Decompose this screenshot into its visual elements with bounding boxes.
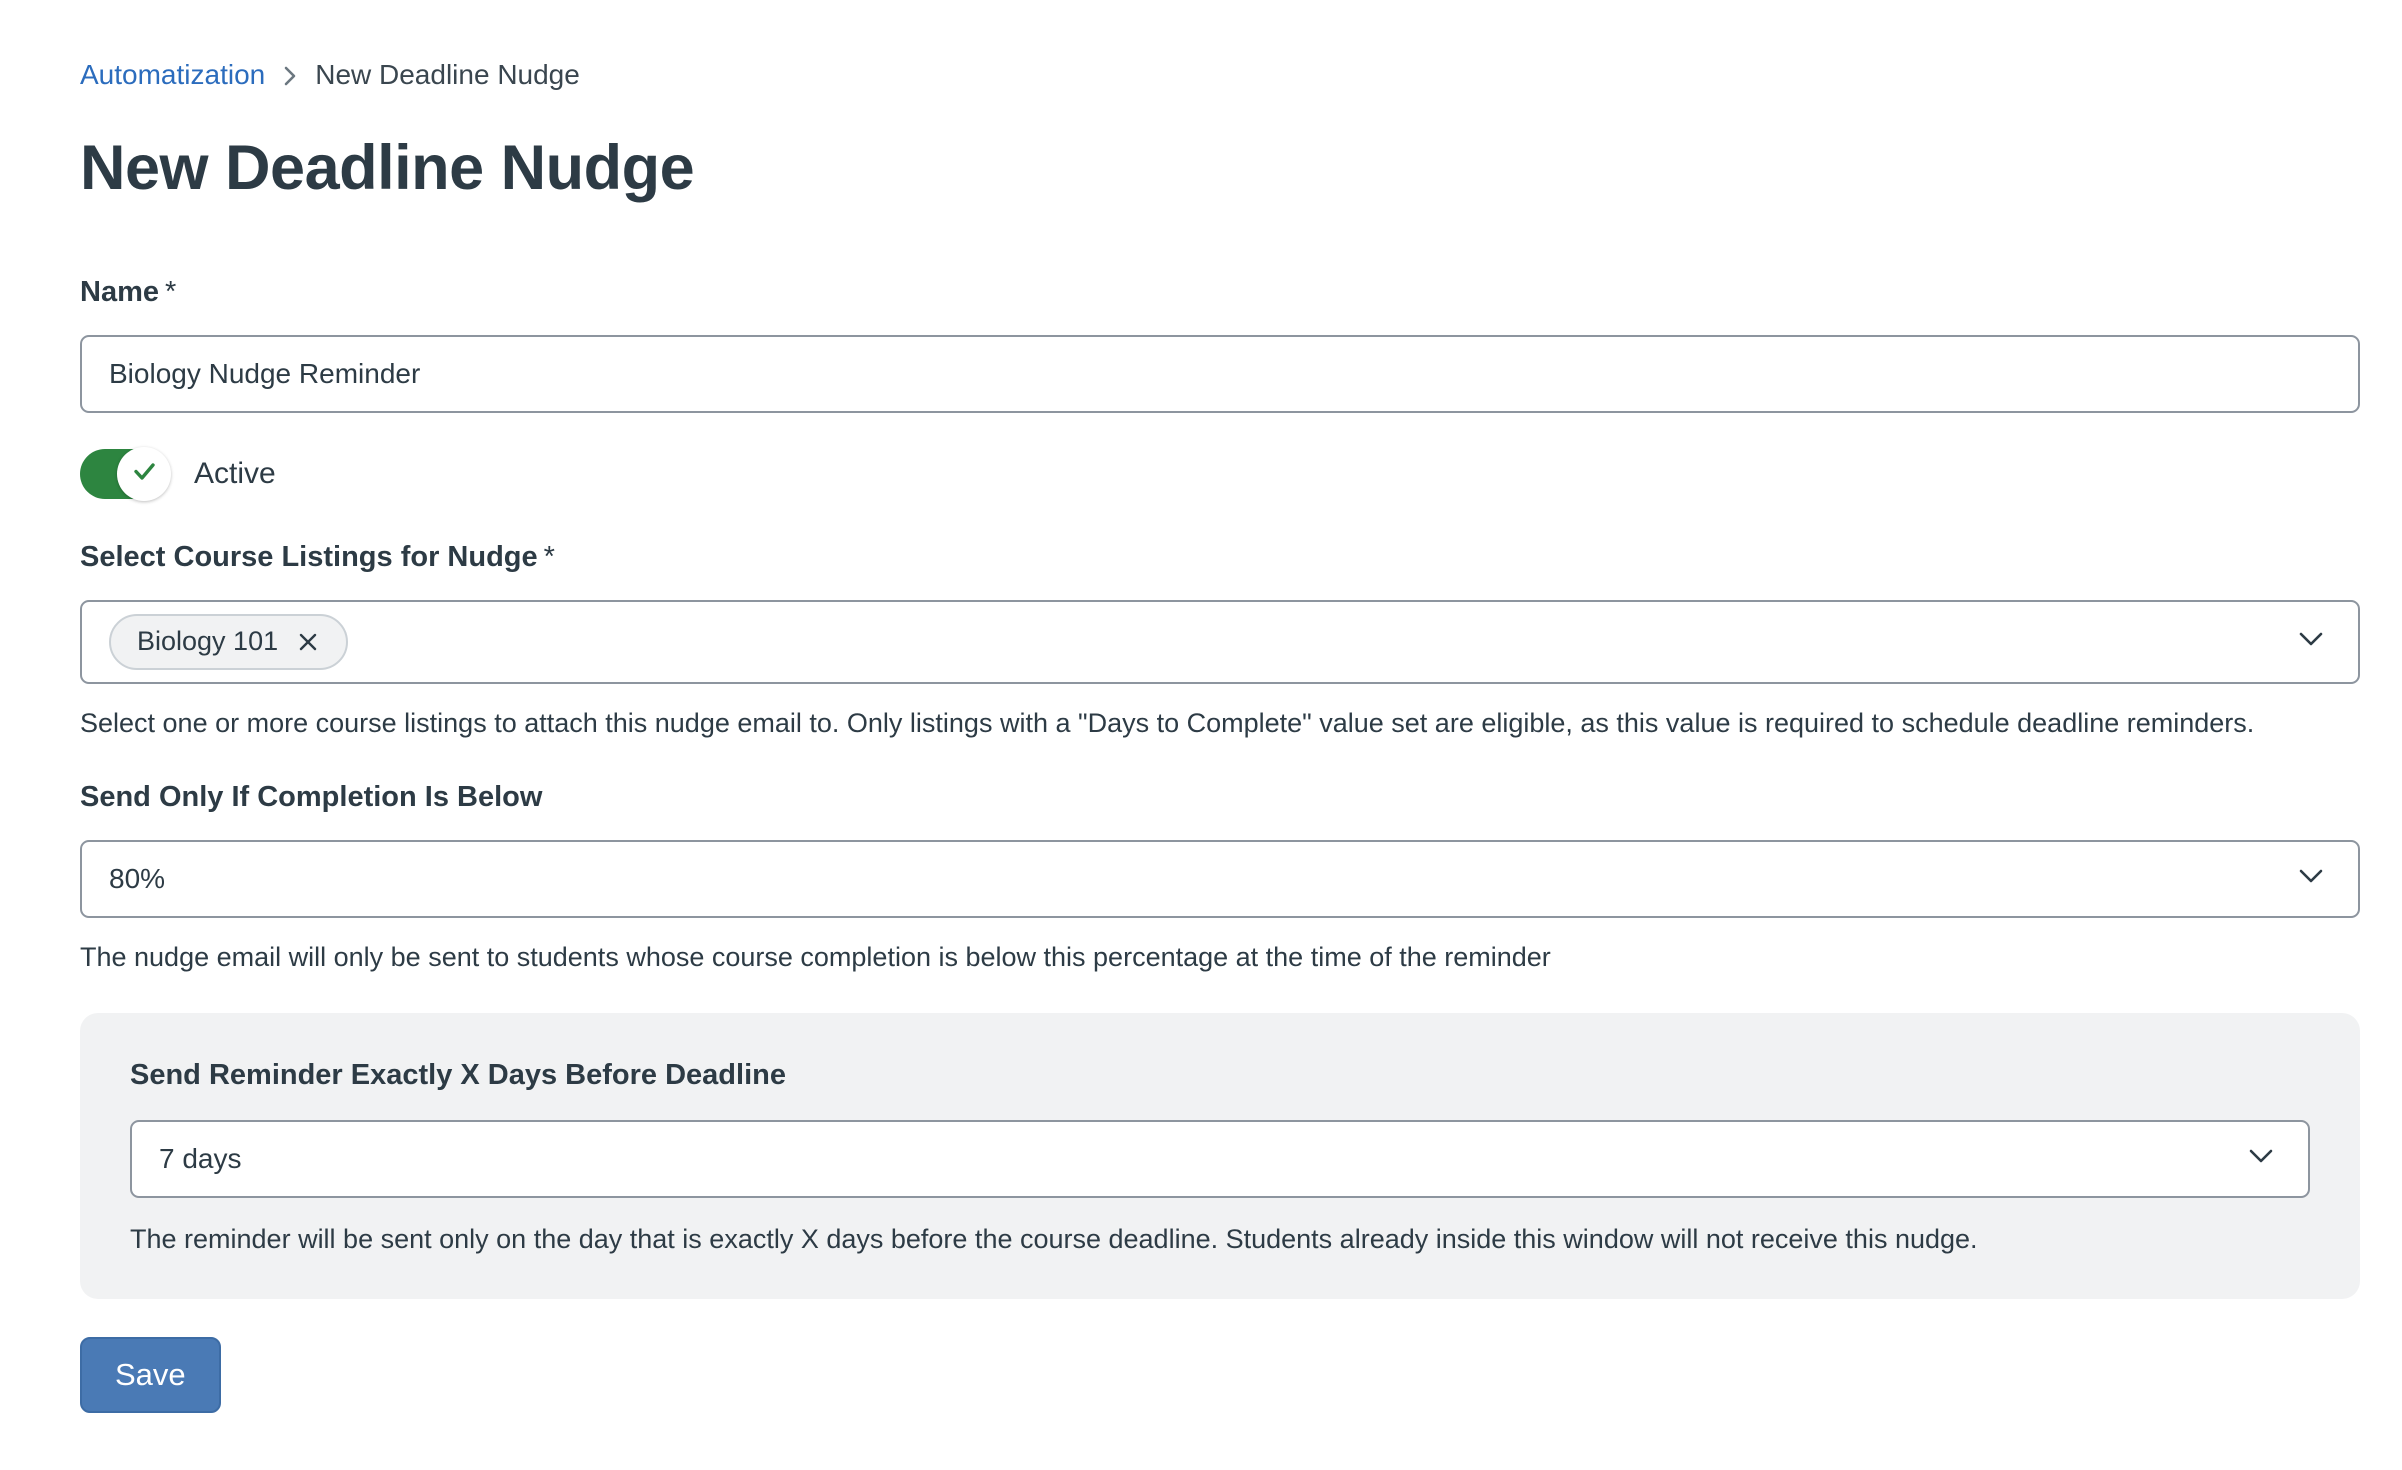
breadcrumb (80, 58, 2360, 92)
course-listings-multiselect[interactable] (80, 600, 2360, 684)
course-listings-help-text: Select one or more course listings to attach this nudge email to. Only listings with a "Days to Complete" value set are eligible, as this value is required to schedule deadline reminders. (80, 707, 2255, 738)
completion-selected-value: 80% (109, 862, 166, 894)
active-toggle[interactable] (80, 449, 168, 499)
course-listings-label-text: Select Course Listings for Nudge (80, 540, 538, 573)
breadcrumb-separator-icon (281, 63, 299, 89)
reminder-timing-help-text: The reminder will be sent only on the day that is exactly X days before the course deadline. Students already inside this window will not receive this nudge. (130, 1223, 1978, 1254)
name-required-mark: * (165, 275, 177, 308)
content (80, 58, 2360, 1413)
active-toggle-row (80, 449, 2360, 499)
course-listings-label (80, 541, 2360, 574)
name-label (80, 276, 2360, 309)
breadcrumb-current: New Deadline Nudge (315, 59, 580, 90)
chip-remove-icon[interactable] (296, 630, 320, 654)
course-chip-biology-101 (109, 614, 348, 670)
toggle-knob (117, 447, 171, 501)
reminder-days-select[interactable] (130, 1120, 2310, 1198)
name-input[interactable] (80, 335, 2360, 413)
active-toggle-label: Active (194, 456, 276, 490)
page-title: New Deadline Nudge (80, 132, 695, 203)
checkmark-icon (127, 454, 161, 493)
course-chip-label: Biology 101 (137, 626, 279, 657)
chevron-down-icon (2291, 626, 2331, 658)
reminder-timing-label: Send Reminder Exactly X Days Before Deadline (130, 1058, 786, 1091)
reminder-days-selected-value: 7 days (159, 1142, 242, 1174)
save-button[interactable]: Save (80, 1337, 221, 1413)
chevron-down-icon (2241, 1143, 2281, 1175)
breadcrumb-link-automatization[interactable]: Automatization (80, 59, 266, 90)
completion-select[interactable] (80, 840, 2360, 918)
reminder-timing-panel (80, 1013, 2360, 1299)
completion-label: Send Only If Completion Is Below (80, 780, 543, 813)
chevron-down-icon (2291, 863, 2331, 895)
course-listings-required-mark: * (543, 540, 555, 573)
name-label-text: Name (80, 275, 159, 308)
completion-help-text: The nudge email will only be sent to students whose course completion is below this percentage at the time of the reminder (80, 941, 1551, 972)
